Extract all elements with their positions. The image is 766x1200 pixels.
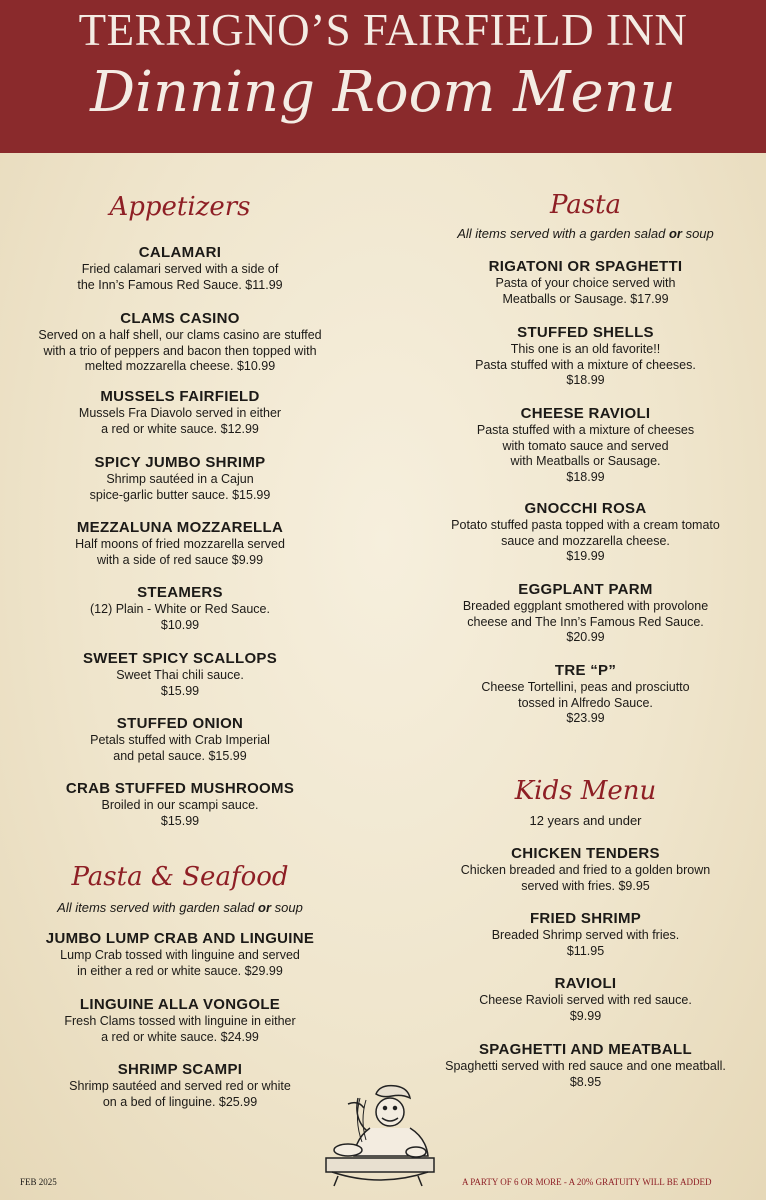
menu-item-description: Pasta of your choice served with <box>495 276 676 290</box>
menu-item-description: with tomato sauce and served <box>502 438 669 453</box>
menu-item-description: with a trio of peppers and bacon then topped with <box>43 343 317 358</box>
menu-item-description: Broiled in our scampi sauce. <box>101 798 259 812</box>
menu-item-appetizer <box>0 584 360 633</box>
menu-item-appetizer <box>0 454 360 503</box>
menu-title: Dinning Room Menu <box>90 60 676 125</box>
menu-item-name: STUFFED ONION <box>116 715 244 732</box>
menu-item-description: Mussels Fra Diavolo served in either <box>78 406 282 420</box>
menu-item-name: SPAGHETTI AND MEATBALL <box>479 1041 692 1058</box>
menu-item-description: $15.99 <box>160 683 200 698</box>
menu-item-appetizer <box>0 780 360 829</box>
section-title-appetizers: Appetizers <box>109 192 251 222</box>
menu-item-name: RIGATONI OR SPAGHETTI <box>488 258 683 275</box>
gratuity-notice: A PARTY OF 6 OR MORE - A 20% GRATUITY WILL BE ADDED <box>462 1177 712 1187</box>
menu-item-description: $10.99 <box>160 617 200 632</box>
menu-item-description: Pasta stuffed with a mixture of cheeses <box>476 423 695 437</box>
menu-item-description: Sweet Thai chili sauce. <box>116 668 244 682</box>
menu-item-appetizer <box>0 244 360 293</box>
menu-item-kids <box>405 1041 766 1090</box>
section-note-pasta: All items served with a garden salad or soup <box>457 226 714 241</box>
menu-item-description: a red or white sauce. $12.99 <box>101 421 259 436</box>
section-title-pasta: Pasta <box>549 190 622 220</box>
section-note-pasta-seafood: All items served with garden salad or soup <box>57 900 303 915</box>
menu-item-description: Meatballs or Sausage. $17.99 <box>502 291 669 306</box>
menu-item-name: CHICKEN TENDERS <box>511 845 660 862</box>
right-column <box>405 0 766 1200</box>
menu-item-description: Petals stuffed with Crab Imperial <box>90 733 270 747</box>
menu-item-kids <box>405 845 766 894</box>
menu-item-description: Half moons of fried mozzarella served <box>75 537 285 551</box>
menu-item-description: served with fries. $9.95 <box>521 878 650 893</box>
menu-item-description: in either a red or white sauce. $29.99 <box>77 963 283 978</box>
menu-item-description: Cheese Ravioli served with red sauce. <box>479 993 692 1007</box>
menu-item-description: and petal sauce. $15.99 <box>113 748 247 763</box>
menu-item-pasta-seafood <box>0 1061 360 1110</box>
menu-item-name: SPICY JUMBO SHRIMP <box>94 454 266 471</box>
menu-item-description: a red or white sauce. $24.99 <box>101 1029 259 1044</box>
menu-item-description: Breaded Shrimp served with fries. <box>491 928 680 942</box>
menu-item-name: JUMBO LUMP CRAB AND LINGUINE <box>45 930 315 947</box>
menu-item-name: GNOCCHI ROSA <box>524 500 647 517</box>
menu-item-pasta <box>405 662 766 727</box>
menu-item-description: with Meatballs or Sausage. <box>510 454 661 468</box>
chef-illustration-icon <box>318 1080 443 1190</box>
menu-item-name: FRIED SHRIMP <box>529 910 642 927</box>
menu-item-name: STEAMERS <box>137 584 223 601</box>
menu-item-appetizer <box>0 650 360 699</box>
menu-item-description: melted mozzarella cheese. $10.99 <box>84 359 276 373</box>
menu-item-description: $9.99 <box>569 1008 602 1023</box>
menu-item-description: $19.99 <box>566 549 605 563</box>
menu-item-description: $8.95 <box>569 1074 602 1089</box>
menu-item-pasta-seafood <box>0 996 360 1045</box>
menu-item-name: EGGPLANT PARM <box>518 581 653 598</box>
menu-item-appetizer <box>0 715 360 764</box>
menu-item-description: Breaded eggplant smothered with provolone <box>462 599 709 613</box>
menu-item-appetizer <box>0 388 360 437</box>
menu-item-description: Pasta stuffed with a mixture of cheeses. <box>475 357 696 372</box>
menu-item-description: tossed in Alfredo Sauce. <box>518 695 653 710</box>
menu-item-name: CHEESE RAVIOLI <box>520 405 651 422</box>
menu-item-description: the Inn’s Famous Red Sauce. $11.99 <box>77 277 283 292</box>
menu-item-name: CALAMARI <box>138 244 222 261</box>
menu-item-description: Shrimp sautéed and served red or white <box>69 1079 291 1093</box>
section-note-kids: 12 years and under <box>529 813 642 828</box>
menu-item-kids <box>405 975 766 1024</box>
menu-item-description: cheese and The Inn’s Famous Red Sauce. <box>467 614 704 629</box>
menu-item-description: Lump Crab tossed with linguine and served <box>60 948 300 962</box>
section-title-kids-menu: Kids Menu <box>514 776 657 806</box>
menu-item-description: Cheese Tortellini, peas and prosciutto <box>481 680 690 694</box>
menu-item-pasta-seafood <box>0 930 360 979</box>
menu-item-description: $11.95 <box>566 943 605 958</box>
menu-item-description: Potato stuffed pasta topped with a cream tomato <box>451 518 720 532</box>
menu-item-pasta <box>405 258 766 307</box>
menu-item-description: Spaghetti served with red sauce and one meatball. <box>445 1059 726 1073</box>
menu-item-description: (12) Plain - White or Red Sauce. <box>90 602 270 616</box>
menu-item-description: Shrimp sautéed in a Cajun <box>106 472 254 486</box>
menu-item-description: $18.99 <box>566 373 605 387</box>
menu-item-description: Fried calamari served with a side of <box>81 262 279 276</box>
menu-item-pasta <box>405 500 766 565</box>
menu-item-description: $18.99 <box>566 469 605 484</box>
menu-item-appetizer <box>0 519 360 568</box>
menu-item-kids <box>405 910 766 959</box>
menu-item-pasta <box>405 581 766 646</box>
left-column <box>0 0 360 1200</box>
menu-item-name: CLAMS CASINO <box>120 310 240 327</box>
menu-item-name: MEZZALUNA MOZZARELLA <box>76 519 284 536</box>
menu-item-name: CRAB STUFFED MUSHROOMS <box>65 780 295 797</box>
menu-item-name: SHRIMP SCAMPI <box>117 1061 243 1078</box>
menu-item-pasta <box>405 324 766 389</box>
menu-item-description: $23.99 <box>566 711 605 725</box>
menu-item-name: RAVIOLI <box>554 975 617 992</box>
menu-item-name: MUSSELS FAIRFIELD <box>100 388 260 405</box>
menu-item-description: $20.99 <box>566 630 605 644</box>
restaurant-name: TERRIGNO’S FAIRFIELD INN <box>78 5 688 55</box>
section-title-pasta-seafood: Pasta & Seafood <box>71 862 289 892</box>
menu-item-name: STUFFED SHELLS <box>517 324 654 341</box>
menu-item-description: with a side of red sauce $9.99 <box>96 552 264 567</box>
menu-item-description: This one is an old favorite!! <box>510 342 661 356</box>
menu-item-pasta <box>405 405 766 485</box>
menu-item-name: TRE “P” <box>554 662 617 679</box>
menu-item-appetizer <box>0 310 360 375</box>
menu-item-description: Chicken breaded and fried to a golden brown <box>460 863 711 877</box>
menu-item-description: Served on a half shell, our clams casino are stuffed <box>38 328 322 342</box>
menu-item-name: SWEET SPICY SCALLOPS <box>82 650 278 667</box>
menu-item-name: LINGUINE ALLA VONGOLE <box>79 996 281 1013</box>
menu-date: FEB 2025 <box>20 1177 57 1187</box>
menu-item-description: on a bed of linguine. $25.99 <box>102 1094 258 1109</box>
menu-item-description: sauce and mozzarella cheese. <box>501 533 670 548</box>
menu-item-description: $15.99 <box>160 813 200 828</box>
menu-item-description: Fresh Clams tossed with linguine in either <box>64 1014 296 1028</box>
menu-item-description: spice-garlic butter sauce. $15.99 <box>89 487 271 502</box>
